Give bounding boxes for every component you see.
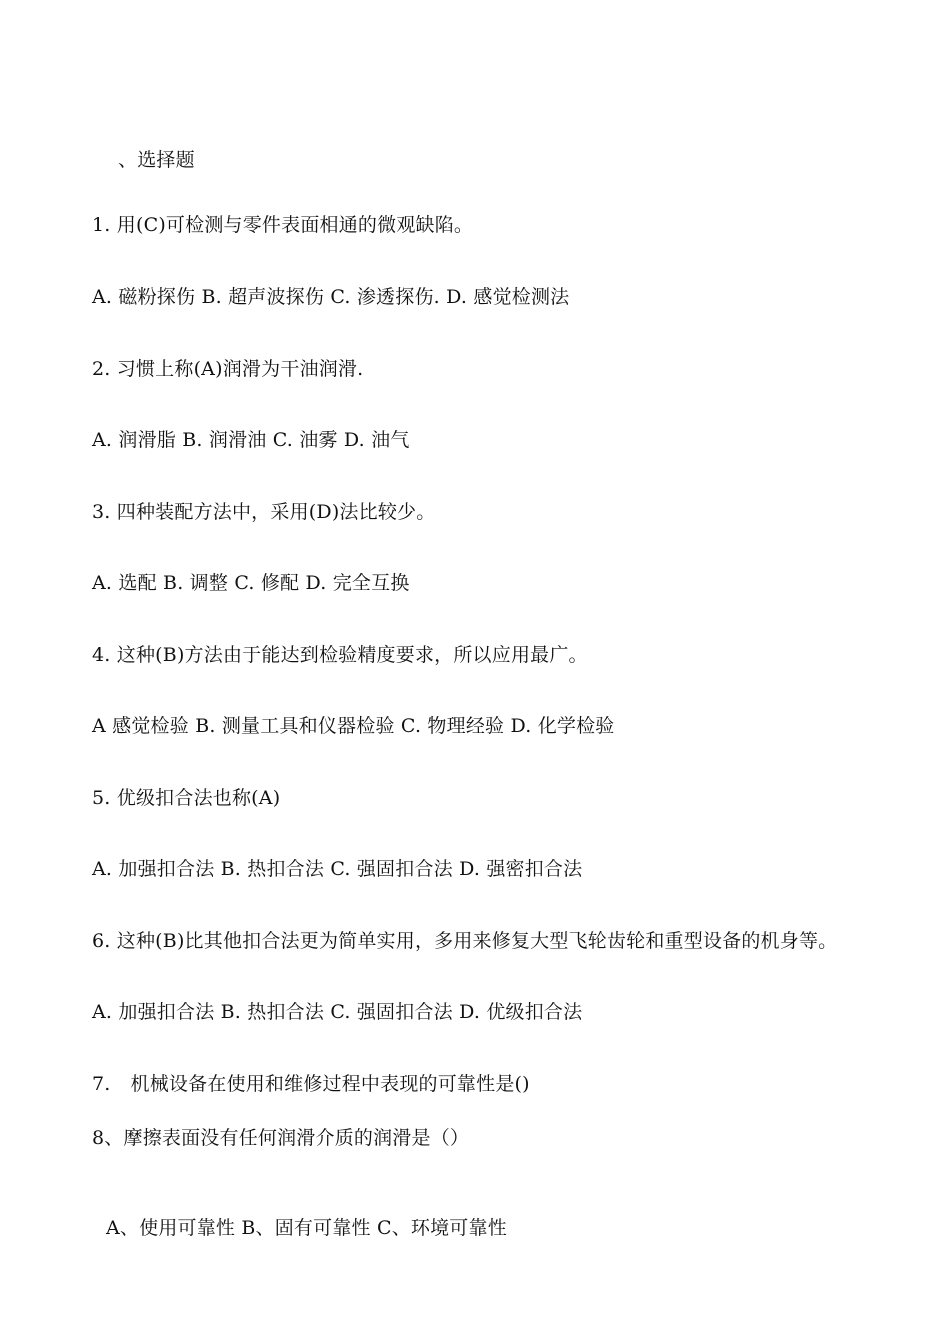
question-1-options: A. 磁粉探伤 B. 超声波探伤 C. 渗透探伤. D. 感觉检测法 bbox=[92, 286, 570, 308]
question-3-options: A. 选配 B. 调整 C. 修配 D. 完全互换 bbox=[92, 572, 410, 594]
question-2-options: A. 润滑脂 B. 润滑油 C. 油雾 D. 油气 bbox=[92, 429, 410, 451]
question-7-text: 机械设备在使用和维修过程中表现的可靠性是() bbox=[130, 1073, 530, 1095]
question-1-stem: 1. 用(C)可检测与零件表面相通的微观缺陷。 bbox=[92, 214, 474, 236]
question-5-stem: 5. 优级扣合法也称(A) bbox=[92, 787, 281, 809]
question-3-stem: 3. 四种装配方法中，采用(D)法比较少。 bbox=[92, 501, 436, 523]
question-8-stem: 8、摩擦表面没有任何润滑介质的润滑是（） bbox=[92, 1127, 470, 1149]
question-6-options: A. 加强扣合法 B. 热扣合法 C. 强固扣合法 D. 优级扣合法 bbox=[92, 1001, 583, 1023]
question-7-number: 7. bbox=[92, 1073, 111, 1095]
question-2-stem: 2. 习惯上称(A)润滑为干油润滑. bbox=[92, 358, 364, 380]
section-heading: 、选择题 bbox=[118, 149, 195, 171]
question-4-stem: 4. 这种(B)方法由于能达到检验精度要求，所以应用最广。 bbox=[92, 644, 588, 666]
question-7-stem bbox=[92, 1072, 530, 1096]
question-6-stem: 6. 这种(B)比其他扣合法更为简单实用，多用来修复大型飞轮齿轮和重型设备的机身等。 bbox=[92, 930, 838, 952]
question-5-options: A. 加强扣合法 B. 热扣合法 C. 强固扣合法 D. 强密扣合法 bbox=[92, 858, 583, 880]
question-4-options: A 感觉检验 B. 测量工具和仪器检验 C. 物理经验 D. 化学检验 bbox=[92, 715, 615, 737]
question-7-options: A、使用可靠性 B、固有可靠性 C、环境可靠性 bbox=[106, 1217, 507, 1239]
